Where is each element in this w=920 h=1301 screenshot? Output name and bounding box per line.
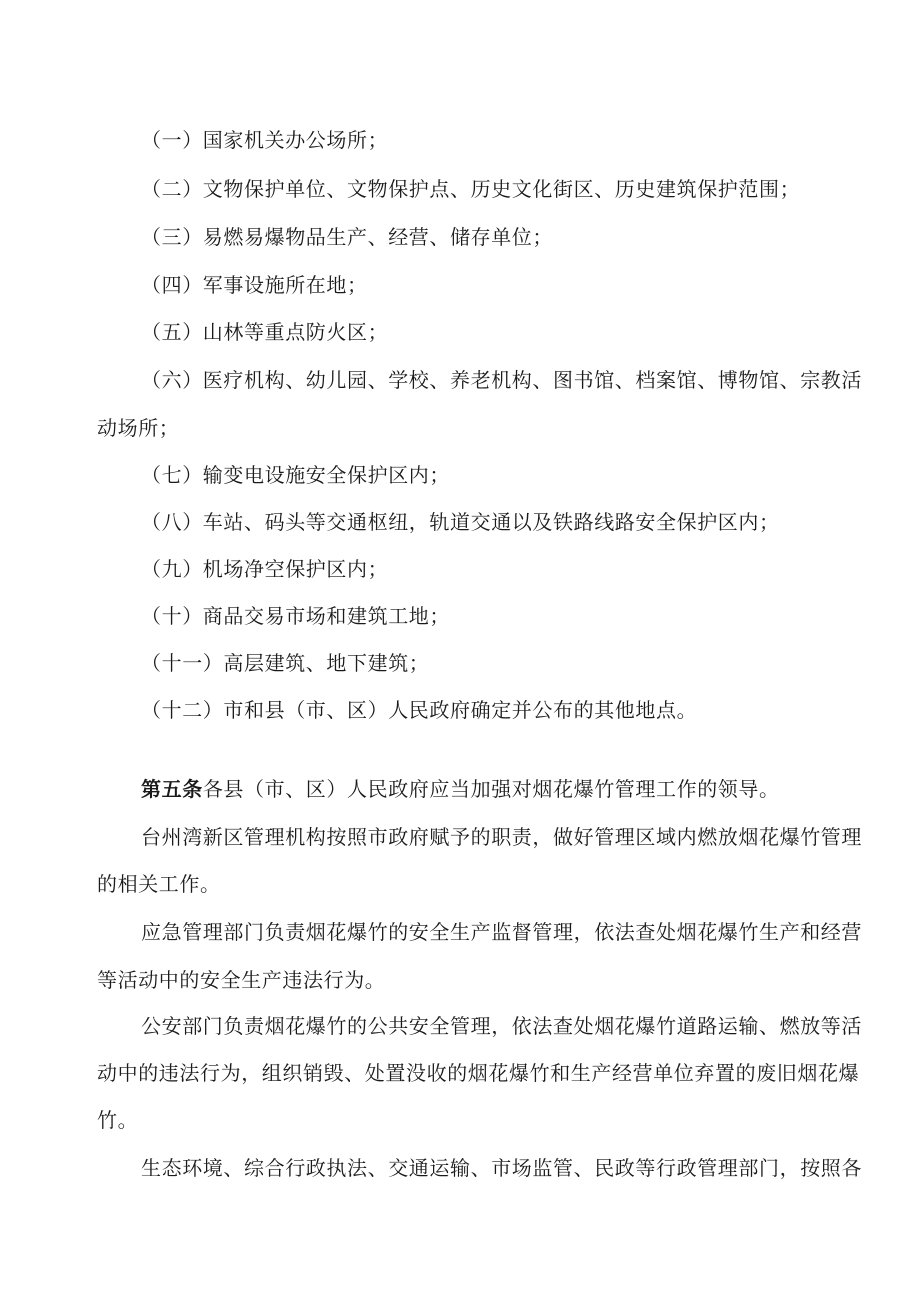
list-item-1: （一）国家机关办公场所； [141,128,389,152]
list-item-5: （五）山林等重点防火区； [141,320,389,344]
list-item-7: （七）输变电设施安全保护区内； [141,463,450,487]
paragraph-line: 动中的违法行为，组织销毁、处置没收的烟花爆竹和生产经营单位弃置的废旧烟花爆 [97,1061,860,1085]
paragraph-line: 台州湾新区管理机构按照市政府赋予的职责，做好管理区域内燃放烟花爆竹管理 [141,825,862,849]
list-item-6: （六）医疗机构、幼儿园、学校、养老机构、图书馆、档案馆、博物馆、宗教活 [141,368,862,392]
paragraph-line: 的相关工作。 [97,872,221,896]
list-item-2: （二）文物保护单位、文物保护点、历史文化街区、历史建筑保护范围； [141,177,801,201]
paragraph-line: 应急管理部门负责烟花爆竹的安全生产监督管理，依法查处烟花爆竹生产和经营 [141,920,862,944]
paragraph-line: 公安部门负责烟花爆竹的公共安全管理，依法查处烟花爆竹道路运输、燃放等活 [141,1014,862,1038]
list-item-9: （九）机场净空保护区内； [141,557,389,581]
list-item-10: （十）商品交易市场和建筑工地； [141,604,450,628]
list-item-11: （十一）高层建筑、地下建筑； [141,651,430,675]
article-5-line [141,777,780,801]
article-5-label: 第五条 [141,777,203,801]
paragraph-line: 等活动中的安全生产违法行为。 [97,968,386,992]
list-item-12: （十二）市和县（市、区）人民政府确定并公布的其他地点。 [141,698,698,722]
paragraph-line: 竹。 [97,1108,139,1132]
list-item-6-continued: 动场所； [97,416,180,440]
list-item-3: （三）易燃易爆物品生产、经营、储存单位； [141,225,553,249]
paragraph-line: 生态环境、综合行政执法、交通运输、市场监管、民政等行政管理部门，按照各 [141,1156,862,1180]
list-item-4: （四）军事设施所在地； [141,273,368,297]
list-item-8: （八）车站、码头等交通枢纽，轨道交通以及铁路线路安全保护区内； [141,510,780,534]
article-5-text: 各县（市、区）人民政府应当加强对烟花爆竹管理工作的领导。 [202,777,780,801]
